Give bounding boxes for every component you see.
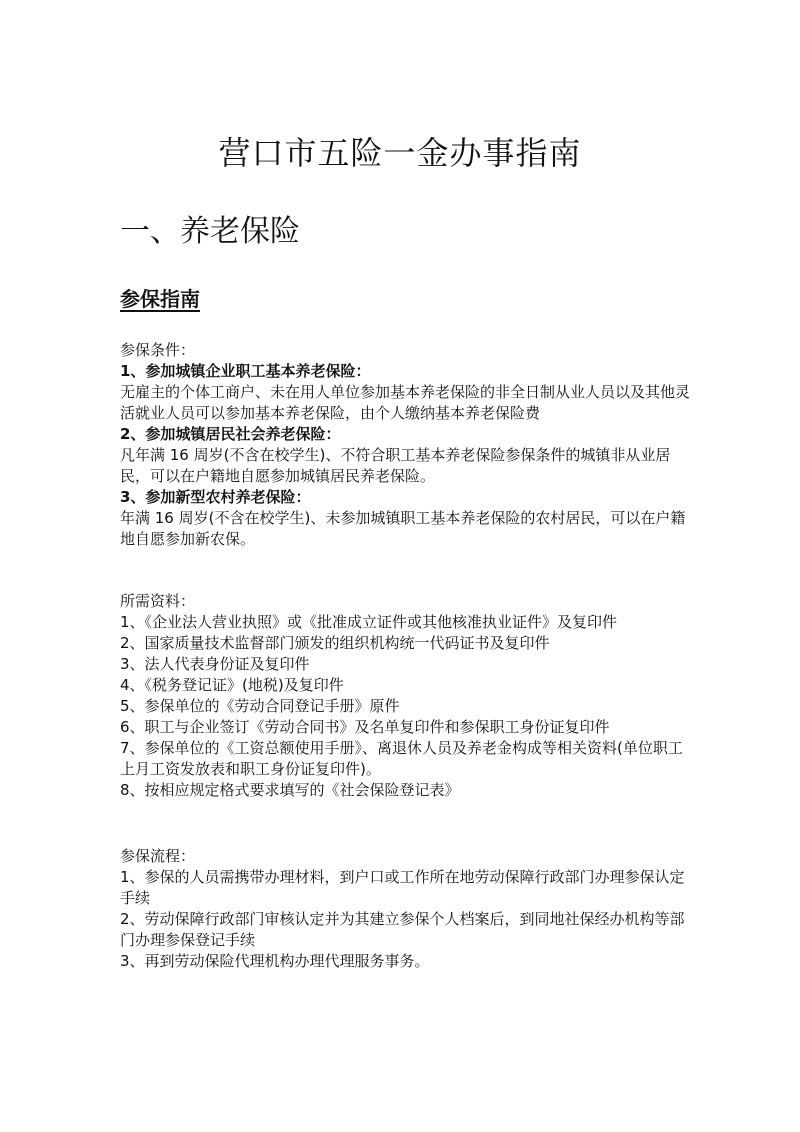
materials-block: [120, 591, 690, 801]
condition-text: 年满 16 周岁(不含在校学生)、未参加城镇职工基本养老保险的农村居民，可以在户籍地自愿参加新农保。: [120, 509, 686, 548]
material-item: 5、参保单位的《劳动合同登记手册》原件: [120, 697, 400, 715]
document-title: 营口市五险一金办事指南: [218, 134, 582, 172]
condition-heading: 1、参加城镇企业职工基本养老保险：: [120, 362, 371, 380]
process-block: [120, 846, 690, 972]
material-item: 4、《税务登记证》(地税)及复印件: [120, 676, 344, 694]
condition-heading: 2、参加城镇居民社会养老保险：: [120, 425, 341, 443]
material-item: 3、法人代表身份证及复印件: [120, 655, 310, 673]
conditions-label: 参保条件：: [120, 341, 196, 359]
material-item: 1、《企业法人营业执照》或《批准成立证件或其他核准执业证件》及复印件: [120, 613, 618, 631]
material-item: 2、国家质量技术监督部门颁发的组织机构统一代码证书及复印件: [120, 634, 550, 652]
subsection-heading: 参保指南: [120, 287, 200, 311]
process-step: 1、参保的人员需携带办理材料，到户口或工作所在地劳动保障行政部门办理参保认定手续: [120, 868, 685, 907]
material-item: 6、职工与企业签订《劳动合同书》及名单复印件和参保职工身份证复印件: [120, 718, 610, 736]
material-item: 7、参保单位的《工资总额使用手册》、离退休人员及养老金构成等相关资料(单位职工上月工资发放表和职工身份证复印件)。: [120, 739, 683, 778]
materials-label: 所需资料：: [120, 592, 196, 610]
condition-heading: 3、参加新型农村养老保险：: [120, 488, 311, 506]
condition-text: 凡年满 16 周岁(不含在校学生)、不符合职工基本养老保险参保条件的城镇非从业居民，可以在户籍地自愿参加城镇居民养老保险。: [120, 446, 671, 485]
section-heading: 一、养老保险: [120, 214, 300, 249]
process-label: 参保流程：: [120, 847, 196, 865]
condition-text: 无雇主的个体工商户、未在用人单位参加基本养老保险的非全日制从业人员以及其他灵活就业人员可以参加基本养老保险，由个人缴纳基本养老保险费: [120, 383, 691, 422]
conditions-block: [120, 340, 690, 550]
material-item: 8、按相应规定格式要求填写的《社会保险登记表》: [120, 781, 460, 799]
process-step: 2、劳动保障行政部门审核认定并为其建立参保个人档案后，到同地社保经办机构等部门办理参保登记手续: [120, 910, 685, 949]
process-step: 3、再到劳动保险代理机构办理代理服务事务。: [120, 952, 430, 970]
